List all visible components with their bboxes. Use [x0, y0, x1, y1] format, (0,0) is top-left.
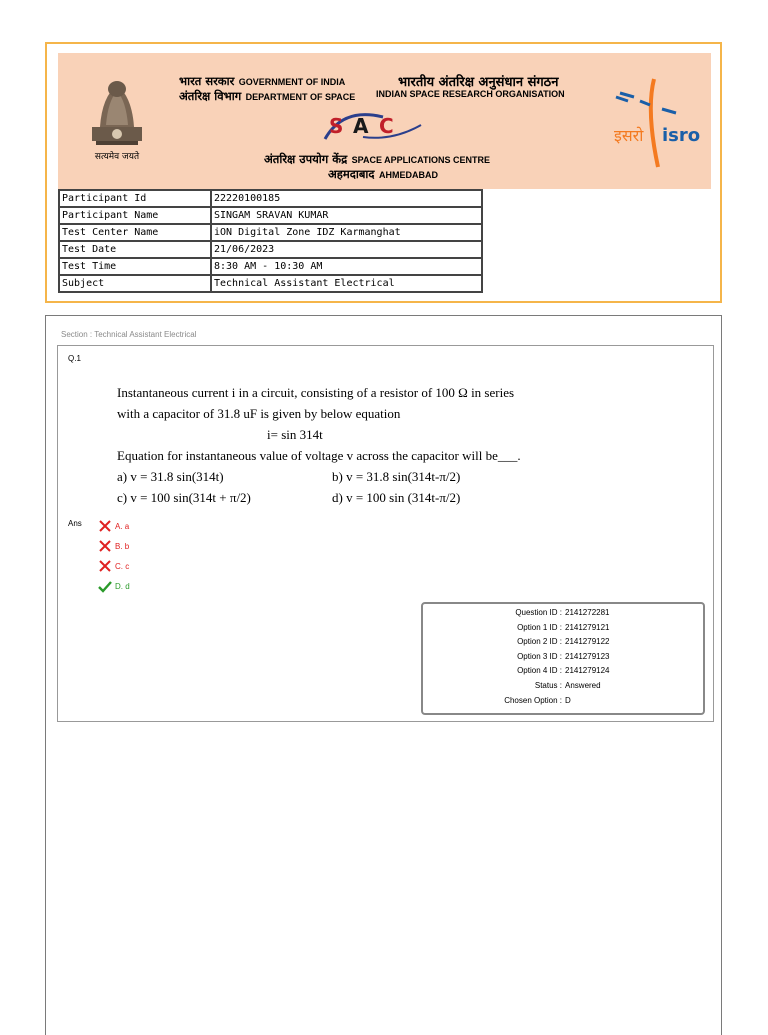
participant-field-value: iON Digital Zone IDZ Karmanghat [211, 224, 482, 241]
answer-option [98, 516, 130, 536]
meta-row [423, 637, 703, 652]
meta-value: 2141272281 [565, 608, 610, 617]
participant-field-value: 8:30 AM - 10:30 AM [211, 258, 482, 275]
svg-text:isro: isro [662, 125, 701, 146]
meta-row [423, 608, 703, 623]
options-row-2 [117, 487, 537, 508]
participant-row [59, 241, 482, 258]
header-card [45, 42, 722, 303]
participant-row [59, 258, 482, 275]
space-applications-centre: अंतरिक्ष उपयोग केंद्र SPACE APPLICATIONS CENTRE [264, 152, 490, 166]
question-text [117, 382, 537, 508]
answer-options [98, 516, 130, 596]
question-number: Q.1 [68, 354, 81, 363]
question-panel [45, 315, 722, 1035]
meta-label: Question ID : [515, 608, 562, 617]
participant-field-label: Subject [59, 275, 211, 292]
emblem-motto: सत्यमेव जयते [94, 152, 140, 162]
cross-icon [98, 559, 112, 573]
sac-logo-icon [323, 111, 423, 141]
svg-text:इसरो: इसरो [614, 126, 644, 145]
answer-label: Ans [68, 519, 82, 528]
answer-option-label: A. a [115, 521, 130, 531]
answer-option [98, 536, 130, 556]
option-a: a) v = 31.8 sin(314t) [117, 469, 224, 484]
participant-field-label: Participant Id [59, 190, 211, 207]
section-label: Section : Technical Assistant Electrical [61, 330, 197, 339]
header-banner [58, 53, 711, 189]
meta-label: Option 1 ID : [517, 622, 562, 632]
meta-value: D [565, 695, 571, 705]
government-of-india: भारत सरकार GOVERNMENT OF INDIA [179, 74, 346, 88]
meta-value: Answered [565, 680, 601, 690]
isro-english-name: INDIAN SPACE RESEARCH ORGANISATION [376, 89, 565, 99]
isro-hindi-name: भारतीय अंतरिक्ष अनुसंधान संगठन [398, 75, 559, 90]
participant-row [59, 224, 482, 241]
answer-option [98, 556, 130, 576]
question-line: Equation for instantaneous value of voltage v across the capacitor will be___. [117, 448, 521, 463]
question-equation: i= sin 314t [267, 427, 323, 442]
participant-field-label: Test Date [59, 241, 211, 258]
answer-option-label: D. d [115, 581, 130, 591]
participant-field-label: Test Time [59, 258, 211, 275]
svg-text:C: C [379, 114, 394, 138]
participant-field-value: Technical Assistant Electrical [211, 275, 482, 292]
check-icon [98, 579, 112, 593]
meta-value: 2141279124 [565, 666, 610, 676]
question-box [57, 345, 714, 722]
meta-row [423, 652, 703, 667]
answer-option-label: B. b [115, 541, 130, 551]
participant-row [59, 275, 482, 292]
ahmedabad: अहमदाबाद AHMEDABAD [328, 167, 438, 181]
meta-label: Option 2 ID : [517, 637, 562, 647]
answer-option-correct [98, 576, 130, 596]
isro-logo-icon [606, 71, 706, 171]
question-meta-box [421, 602, 705, 715]
cross-icon [98, 539, 112, 553]
option-c: c) v = 100 sin(314t + π/2) [117, 490, 251, 505]
meta-label: Option 3 ID : [517, 651, 562, 661]
svg-text:S: S [329, 114, 346, 138]
participant-info-table [58, 189, 483, 293]
cross-icon [98, 519, 112, 533]
participant-row [59, 207, 482, 224]
meta-row [423, 681, 703, 696]
meta-label: Status : [534, 680, 562, 690]
meta-value: 2141279123 [565, 651, 610, 661]
meta-row [423, 666, 703, 681]
participant-field-value: 22220100185 [211, 190, 482, 207]
participant-field-value: 21/06/2023 [211, 241, 482, 258]
meta-label: Chosen Option : [504, 695, 562, 705]
meta-label: Option 4 ID : [517, 666, 562, 676]
participant-field-label: Participant Name [59, 207, 211, 224]
meta-value: 2141279122 [565, 637, 610, 647]
answer-option-label: C. c [115, 561, 130, 571]
participant-field-value: SINGAM SRAVAN KUMAR [211, 207, 482, 224]
participant-row [59, 190, 482, 207]
meta-value: 2141279121 [565, 622, 610, 632]
svg-text:A: A [353, 114, 369, 138]
question-line: Instantaneous current i in a circuit, consisting of a resistor of 100 Ω in series [117, 385, 515, 400]
meta-row [423, 623, 703, 638]
options-row-1 [117, 466, 537, 487]
option-d: d) v = 100 sin (314t-π/2) [332, 490, 461, 505]
department-of-space: अंतरिक्ष विभाग DEPARTMENT OF SPACE [179, 89, 356, 103]
meta-row [423, 696, 703, 711]
question-line: with a capacitor of 31.8 uF is given by below equation [117, 406, 401, 421]
option-b: b) v = 31.8 sin(314t-π/2) [332, 469, 461, 484]
participant-field-label: Test Center Name [59, 224, 211, 241]
